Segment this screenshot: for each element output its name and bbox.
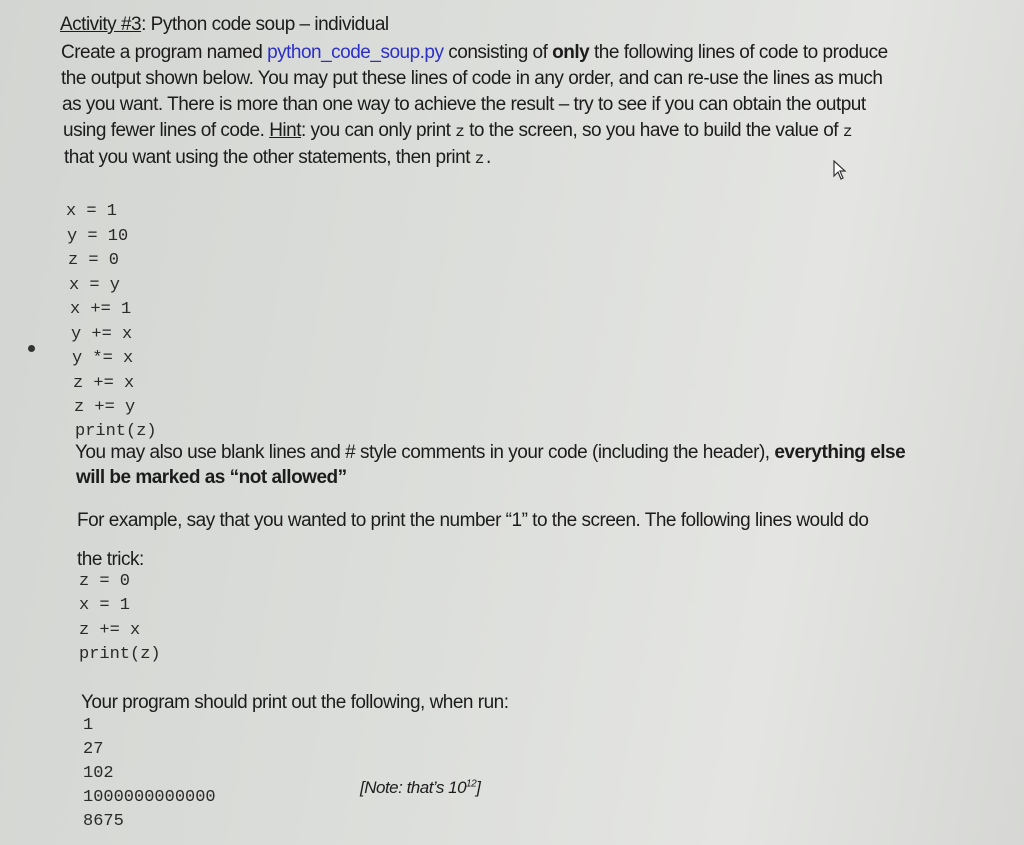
title-text: : Python code soup – individual <box>141 14 389 35</box>
text: that you want using the other statements, then print <box>64 147 475 168</box>
code-line: x = y <box>69 276 121 295</box>
rules-line-1 <box>75 442 905 464</box>
mouse-cursor-icon <box>832 160 848 180</box>
code-line: z += y <box>74 398 136 417</box>
intro-line-1 <box>61 42 888 64</box>
example-code-line: print(z) <box>79 645 161 664</box>
code-z: z. <box>474 150 493 168</box>
activity-title <box>60 14 389 36</box>
code-line: x = 1 <box>66 202 118 221</box>
intro-line-4 <box>63 120 852 142</box>
text: You may also use blank lines and # style comments in your code (including the header), <box>75 442 775 463</box>
code-z: z <box>842 123 852 141</box>
example-code-line: x = 1 <box>79 596 131 615</box>
bullet-dot <box>28 345 35 352</box>
example-code-line: z = 0 <box>79 572 131 591</box>
example-line-2: the trick: <box>77 549 144 570</box>
code-line: z = 0 <box>68 251 120 270</box>
intro-line-5 <box>64 147 493 169</box>
code-line: z += x <box>73 374 135 393</box>
text: Create a program named <box>61 42 268 63</box>
output-value: 27 <box>83 740 104 759</box>
code-line: y += x <box>71 325 133 344</box>
title-activity-number: Activity #3 <box>60 14 142 35</box>
text: : you can only print <box>300 120 456 141</box>
text: [Note: that’s 10 <box>360 778 467 797</box>
intro-line-3: as you want. There is more than one way to achieve the result – try to see if you can obtain the output <box>62 94 866 115</box>
only-emphasis: only <box>552 42 590 63</box>
filename: python_code_soup.py <box>267 42 444 63</box>
text: the following lines of code to produce <box>589 42 888 63</box>
output-value: 1 <box>83 716 94 735</box>
code-z: z <box>455 123 465 141</box>
output-value: 102 <box>83 764 114 783</box>
text: consisting of <box>443 42 553 63</box>
output-value: 8675 <box>83 812 124 831</box>
text: to the screen, so you have to build the value of <box>464 120 843 141</box>
exponent: 12 <box>466 778 477 790</box>
note <box>360 778 480 798</box>
output-heading: Your program should print out the following, when run: <box>81 692 509 713</box>
code-line: y = 10 <box>67 227 129 246</box>
code-line: print(z) <box>75 422 157 441</box>
text: everything else <box>774 442 906 463</box>
example-code-line: z += x <box>79 621 141 640</box>
hint-label: Hint <box>269 120 301 141</box>
example-line-1: For example, say that you wanted to print the number “1” to the screen. The following lines would do <box>77 510 869 531</box>
rules-line-2: will be marked as “not allowed” <box>76 467 347 488</box>
intro-line-2: the output shown below. You may put these lines of code in any order, and can re-use the lines as much <box>61 68 883 89</box>
text: using fewer lines of code. <box>63 120 270 141</box>
output-value: 1000000000000 <box>83 788 216 807</box>
code-line: y *= x <box>72 349 134 368</box>
text: ] <box>476 778 481 797</box>
code-line: x += 1 <box>70 300 132 319</box>
